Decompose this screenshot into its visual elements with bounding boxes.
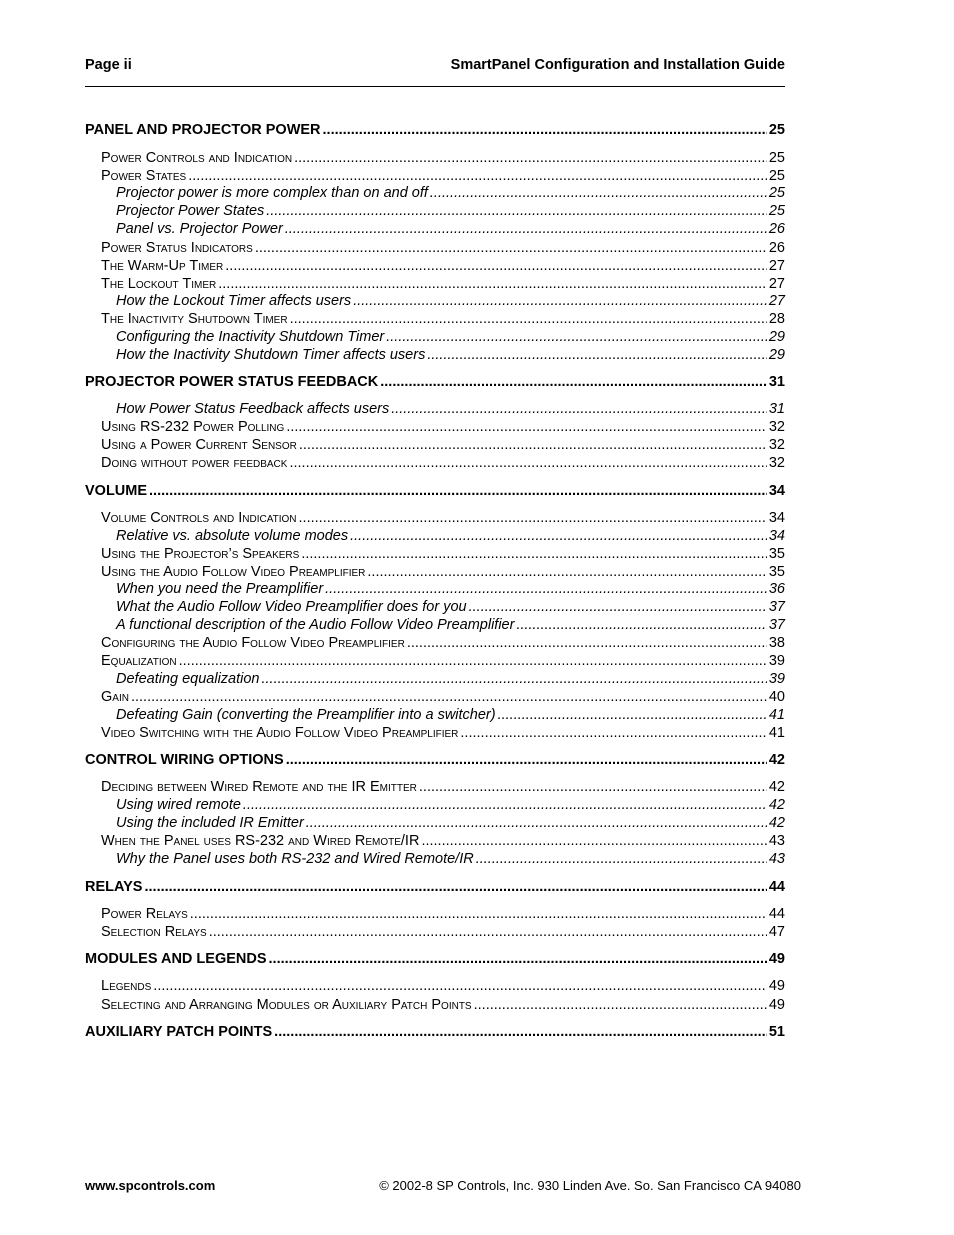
- toc-entry-page: 49: [768, 978, 785, 994]
- toc-entry-level3[interactable]: [85, 797, 785, 813]
- toc-entry-level2[interactable]: [85, 564, 785, 580]
- toc-entry-level2[interactable]: [85, 258, 785, 274]
- toc-entry-page: 35: [768, 546, 785, 562]
- toc-entry-title: What the Audio Follow Video Preamplifier does for you: [116, 599, 467, 615]
- toc-entry-title: Using the Projector’s Speakers: [101, 546, 300, 562]
- toc-entry-title: Why the Panel uses both RS-232 and Wired Remote/IR: [116, 851, 474, 867]
- toc-entry-level1[interactable]: [85, 122, 785, 138]
- toc-entry-level3[interactable]: [85, 599, 785, 615]
- toc-entry-level2[interactable]: [85, 150, 785, 166]
- toc-entry-page: 36: [768, 581, 785, 597]
- toc-entry-level3[interactable]: [85, 221, 785, 237]
- toc-entry-page: 39: [768, 653, 785, 669]
- toc-entry-level2[interactable]: [85, 276, 785, 292]
- dot-leader: [367, 564, 766, 580]
- dot-leader: [407, 635, 767, 651]
- toc-entry-level2[interactable]: [85, 653, 785, 669]
- toc-entry-level3[interactable]: [85, 185, 785, 201]
- dot-leader: [391, 401, 767, 417]
- dot-leader: [131, 689, 767, 705]
- toc-entry-page: 41: [768, 707, 785, 723]
- toc-entry-level3[interactable]: [85, 707, 785, 723]
- toc-entry-page: 27: [768, 276, 785, 292]
- toc-entry-title: Power Status Indicators: [101, 240, 253, 256]
- toc-entry-title: Equalization: [101, 653, 177, 669]
- toc-entry-level3[interactable]: [85, 401, 785, 417]
- toc-entry-level2[interactable]: [85, 546, 785, 562]
- toc-entry-page: 31: [768, 401, 785, 417]
- toc-entry-page: 49: [768, 997, 785, 1013]
- dot-leader: [430, 185, 767, 201]
- toc-entry-page: 26: [768, 221, 785, 237]
- toc-entry-title: Projector power is more complex than on and off: [116, 185, 428, 201]
- toc-entry-page: 35: [768, 564, 785, 580]
- toc-entry-title: Using wired remote: [116, 797, 241, 813]
- toc-entry-page: 31: [768, 374, 785, 390]
- toc-entry-level2[interactable]: [85, 924, 785, 940]
- toc-entry-page: 32: [768, 437, 785, 453]
- toc-entry-title: Deciding between Wired Remote and the IR Emitter: [101, 779, 417, 795]
- toc-entry-title: Relative vs. absolute volume modes: [116, 528, 349, 544]
- toc-entry-page: 49: [768, 951, 785, 967]
- toc-entry-level2[interactable]: [85, 978, 785, 994]
- toc-entry-level2[interactable]: [85, 455, 785, 471]
- toc-entry-page: 32: [768, 455, 785, 471]
- toc-entry-level2[interactable]: [85, 833, 785, 849]
- toc-entry-page: 27: [768, 258, 785, 274]
- toc-entry-level2[interactable]: [85, 635, 785, 651]
- copyright-notice: © 2002-8 SP Controls, Inc. 930 Linden Ave. So. San Francisco CA 94080: [379, 1178, 801, 1193]
- toc-entry-page: 34: [768, 528, 785, 544]
- toc-entry-title: Using RS-232 Power Polling: [101, 419, 285, 435]
- toc-entry-level2[interactable]: [85, 725, 785, 741]
- toc-entry-page: 28: [768, 311, 785, 327]
- toc-entry-title: AUXILIARY PATCH POINTS: [85, 1024, 273, 1040]
- toc-entry-level3[interactable]: [85, 203, 785, 219]
- dot-leader: [144, 879, 766, 895]
- toc-entry-page: 40: [768, 689, 785, 705]
- dot-leader: [306, 815, 767, 831]
- dot-leader: [427, 347, 767, 363]
- toc-entry-level2[interactable]: [85, 437, 785, 453]
- dot-leader: [153, 978, 767, 994]
- dot-leader: [225, 258, 767, 274]
- dot-leader: [419, 779, 767, 795]
- toc-entry-level3[interactable]: [85, 293, 785, 309]
- toc-entry-title: Panel vs. Projector Power: [116, 221, 283, 237]
- toc-entry-level2[interactable]: [85, 240, 785, 256]
- toc-entry-level1[interactable]: [85, 1024, 785, 1040]
- dot-leader: [188, 168, 767, 184]
- toc-entry-page: 42: [768, 779, 785, 795]
- dot-leader: [209, 924, 767, 940]
- dot-leader: [299, 437, 767, 453]
- toc-entry-page: 34: [768, 510, 785, 526]
- toc-entry-level3[interactable]: [85, 617, 785, 633]
- toc-entry-level2[interactable]: [85, 906, 785, 922]
- dot-leader: [421, 833, 766, 849]
- dot-leader: [323, 122, 767, 138]
- toc-entry-title: The Lockout Timer: [101, 276, 217, 292]
- toc-entry-title: A functional description of the Audio Follow Video Preamplifier: [116, 617, 515, 633]
- dot-leader: [266, 203, 767, 219]
- toc-entry-page: 43: [768, 851, 785, 867]
- toc-entry-level2[interactable]: [85, 419, 785, 435]
- toc-entry-level3[interactable]: [85, 815, 785, 831]
- dot-leader: [149, 483, 767, 499]
- toc-entry-title: Volume Controls and Indication: [101, 510, 297, 526]
- toc-entry-title: RELAYS: [85, 879, 143, 895]
- toc-entry-title: Selection Relays: [101, 924, 207, 940]
- toc-entry-page: 43: [768, 833, 785, 849]
- toc-entry-title: PROJECTOR POWER STATUS FEEDBACK: [85, 374, 379, 390]
- toc-entry-page: 37: [768, 599, 785, 615]
- dot-leader: [179, 653, 767, 669]
- toc-entry-page: 32: [768, 419, 785, 435]
- dot-leader: [350, 528, 767, 544]
- toc-entry-title: VOLUME: [85, 483, 148, 499]
- toc-entry-level3[interactable]: [85, 851, 785, 867]
- toc-entry-title: Defeating equalization: [116, 671, 260, 687]
- toc-entry-title: Configuring the Inactivity Shutdown Timer: [116, 329, 385, 345]
- toc-entry-title: How Power Status Feedback affects users: [116, 401, 390, 417]
- toc-entry-title: How the Inactivity Shutdown Timer affects users: [116, 347, 426, 363]
- toc-entry-level2[interactable]: [85, 510, 785, 526]
- dot-leader: [269, 951, 767, 967]
- dot-leader: [243, 797, 767, 813]
- toc-entry-level3[interactable]: [85, 329, 785, 345]
- toc-entry-level3[interactable]: [85, 581, 785, 597]
- toc-entry-title: Configuring the Audio Follow Video Preamplifier: [101, 635, 405, 651]
- toc-entry-page: 47: [768, 924, 785, 940]
- toc-entry-title: Using a Power Current Sensor: [101, 437, 297, 453]
- toc-entry-page: 38: [768, 635, 785, 651]
- toc-entry-level1[interactable]: [85, 951, 785, 967]
- toc-entry-page: 25: [768, 185, 785, 201]
- dot-leader: [380, 374, 767, 390]
- page-number-label: Page ii: [85, 57, 132, 73]
- toc-entry-title: Doing without power feedback: [101, 455, 288, 471]
- toc-entry-level1[interactable]: [85, 483, 785, 499]
- toc-entry-page: 42: [768, 752, 785, 768]
- toc-entry-level3[interactable]: [85, 528, 785, 544]
- toc-entry-page: 44: [768, 879, 785, 895]
- toc-entry-title: CONTROL WIRING OPTIONS: [85, 752, 284, 768]
- toc-entry-title: Legends: [101, 978, 152, 994]
- dot-leader: [386, 329, 767, 345]
- dot-leader: [474, 997, 767, 1013]
- dot-leader: [218, 276, 767, 292]
- toc-entry-page: 25: [768, 150, 785, 166]
- dot-leader: [255, 240, 767, 256]
- dot-leader: [274, 1024, 767, 1040]
- toc-entry-page: 41: [768, 725, 785, 741]
- toc-entry-title: When you need the Preamplifier: [116, 581, 324, 597]
- toc-entry-title: The Warm-Up Timer: [101, 258, 224, 274]
- dot-leader: [469, 599, 767, 615]
- dot-leader: [498, 707, 767, 723]
- dot-leader: [285, 221, 767, 237]
- toc-entry-title: How the Lockout Timer affects users: [116, 293, 352, 309]
- toc-entry-page: 37: [768, 617, 785, 633]
- toc-entry-title: Power Relays: [101, 906, 188, 922]
- toc-entry-title: Using the Audio Follow Video Preamplifier: [101, 564, 366, 580]
- dot-leader: [325, 581, 767, 597]
- toc-entry-title: PANEL AND PROJECTOR POWER: [85, 122, 321, 138]
- toc-entry-page: 39: [768, 671, 785, 687]
- toc-entry-page: 26: [768, 240, 785, 256]
- toc-entry-level2[interactable]: [85, 311, 785, 327]
- dot-leader: [299, 510, 767, 526]
- toc-entry-title: The Inactivity Shutdown Timer: [101, 311, 288, 327]
- dot-leader: [289, 455, 766, 471]
- website-link[interactable]: www.spcontrols.com: [85, 1178, 216, 1193]
- document-title: SmartPanel Configuration and Installation Guide: [450, 57, 785, 73]
- toc-entry-title: Using the included IR Emitter: [116, 815, 304, 831]
- toc-entry-title: Gain: [101, 689, 129, 705]
- toc-entry-level1[interactable]: [85, 879, 785, 895]
- toc-entry-title: Projector Power States: [116, 203, 265, 219]
- dot-leader: [301, 546, 767, 562]
- dot-leader: [286, 752, 767, 768]
- toc-entry-page: 44: [768, 906, 785, 922]
- toc-entry-title: Power Controls and Indication: [101, 150, 293, 166]
- dot-leader: [353, 293, 767, 309]
- toc-entry-title: Power States: [101, 168, 187, 184]
- toc-entry-page: 42: [768, 797, 785, 813]
- toc-entry-page: 25: [768, 203, 785, 219]
- toc-entry-level2[interactable]: [85, 997, 785, 1013]
- toc-entry-page: 25: [768, 168, 785, 184]
- toc-entry-level2[interactable]: [85, 168, 785, 184]
- toc-entry-title: Selecting and Arranging Modules or Auxiliary Patch Points: [101, 997, 472, 1013]
- toc-entry-title: Defeating Gain (converting the Preamplifier into a switcher): [116, 707, 496, 723]
- dot-leader: [190, 906, 767, 922]
- toc-entry-level1[interactable]: [85, 374, 785, 390]
- toc-entry-page: 29: [768, 329, 785, 345]
- toc-entry-page: 25: [768, 122, 785, 138]
- dot-leader: [286, 419, 767, 435]
- toc-entry-page: 29: [768, 347, 785, 363]
- dot-leader: [290, 311, 767, 327]
- toc-entry-level3[interactable]: [85, 347, 785, 363]
- toc-entry-page: 51: [768, 1024, 785, 1040]
- toc-entry-page: 42: [768, 815, 785, 831]
- toc-entry-title: MODULES AND LEGENDS: [85, 951, 267, 967]
- toc-entry-level1[interactable]: [85, 752, 785, 768]
- toc-entry-level2[interactable]: [85, 689, 785, 705]
- dot-leader: [294, 150, 767, 166]
- toc-entry-level3[interactable]: [85, 671, 785, 687]
- toc-entry-level2[interactable]: [85, 779, 785, 795]
- toc-entry-page: 34: [768, 483, 785, 499]
- toc-entry-title: When the Panel uses RS-232 and Wired Remote/IR: [101, 833, 420, 849]
- toc-entry-page: 27: [768, 293, 785, 309]
- dot-leader: [460, 725, 766, 741]
- toc-entry-title: Video Switching with the Audio Follow Video Preamplifier: [101, 725, 459, 741]
- dot-leader: [516, 617, 766, 633]
- dot-leader: [262, 671, 767, 687]
- dot-leader: [476, 851, 767, 867]
